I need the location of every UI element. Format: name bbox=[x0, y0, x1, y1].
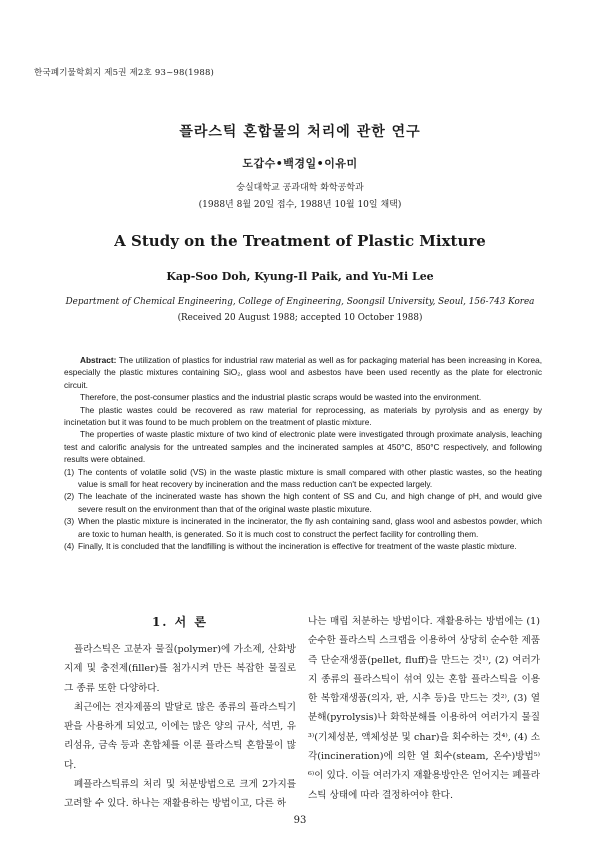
english-dates: (Received 20 August 1988; accepted 10 October 1988) bbox=[177, 313, 423, 323]
result-text: When the plastic mixture is incinerated in the incinerator, the fly ash containing sand, glass wool and asbestos powder, which are toxic to human health, is generated. So it is much cost to construct the perfect facility for controlling them. bbox=[78, 516, 542, 539]
body-column-left bbox=[64, 612, 296, 814]
korean-affiliation: 숭실대학교 공과대학 화학공학과 bbox=[236, 183, 364, 193]
korean-authors: 도갑수•백경일•이유미 bbox=[242, 157, 358, 170]
result-text: The contents of volatile solid (VS) in the waste plastic mixture is small compared with other plastic wastes, so the heating value is small for heat recovery by incineration and the mass reduction can't be expected largely. bbox=[78, 466, 542, 490]
abstract-paragraph: Therefore, the post-consumer plastics and the industrial plastic scraps would be wasted into the environment. bbox=[80, 392, 482, 403]
body-paragraph: 최근에는 전자제품의 발달로 많은 종류의 플라스틱기판을 사용하게 되었고, 이에는 많은 양의 규사, 석면, 유리섬유, 금속 등과 혼합체를 이룬 플라스틱 혼합물이 많다. bbox=[64, 701, 296, 771]
journal-citation: 한국폐기물학회지 제5권 제2호 93~98(1988) bbox=[34, 68, 215, 78]
result-number: (4) bbox=[64, 541, 75, 552]
results-list bbox=[64, 466, 542, 553]
result-number: (3) bbox=[64, 516, 75, 527]
section-heading: 1. 서 론 bbox=[151, 615, 209, 629]
result-number: (1) bbox=[64, 466, 75, 477]
result-item bbox=[64, 490, 542, 515]
english-title: A Study on the Treatment of Plastic Mixture bbox=[114, 232, 486, 250]
abstract bbox=[64, 354, 542, 553]
result-item bbox=[64, 466, 542, 491]
result-item bbox=[64, 540, 542, 552]
english-authors: Kap-Soo Doh, Kyung-Il Paik, and Yu-Mi Lee bbox=[166, 270, 434, 283]
korean-dates: (1988년 8월 20일 접수, 1988년 10월 10일 채택) bbox=[198, 200, 402, 210]
result-text: The leachate of the incinerated waste has shown the high content of SS and Cu, and high change of pH, and would give severe result on the environment than that of the original waste plastic mixuture. bbox=[78, 491, 542, 514]
abstract-paragraph bbox=[64, 354, 542, 391]
result-number: (2) bbox=[64, 491, 75, 502]
body-paragraph: 나는 매립 처분하는 방법이다. 재활용하는 방법에는 (1) 순수한 플라스틱 스크랩을 이용하여 상당히 순수한 제품 즉 단순재생품(pellet, fluff)을 만드는 것¹⁾, (2) 여러가지 종류의 플라스틱이 섞여 있는 혼합 플라스틱을 이용한 복합재생품(의자, 판, 시추 등)을 만드는 것²⁾, (3) 열분해(pyrolysis)나 화학분해를 이용하여 여러가지 물질³⁾(기체성분, 액체성분 및 char)을 회수하는 것⁴⁾, (4) 소각(incineration)에 의한 열 회수(steam, 온수)방법⁵⁾⁶⁾이 있다. 이들 여러가지 재활용방안은 얻어지는 폐플라스틱 상태에 따라 결정하여야 한다. bbox=[308, 616, 540, 801]
body-paragraph: 폐플라스틱류의 처리 및 처분방법으로 크게 2가지를 고려할 수 있다. 하나는 재활용하는 방법이고, 다른 하 bbox=[64, 779, 296, 810]
abstract-paragraph: The properties of waste plastic mixture of two kind of electronic plate were investigated through proximate analysis, leaching test and calorific analysis for the untreated samples and the incinerated samples at 450°C, 850°C respectively, and following results were obtained. bbox=[64, 429, 542, 465]
body-column-right bbox=[308, 612, 540, 805]
korean-title: 플라스틱 혼합물의 처리에 관한 연구 bbox=[179, 124, 421, 140]
abstract-label: Abstract: bbox=[80, 355, 117, 365]
body-paragraph: 플라스틱은 고분자 물질(polymer)에 가소제, 산화방지제 및 충전제(filler)를 첨가시켜 만든 복잡한 물질로 그 종류 또한 다양하다. bbox=[64, 644, 296, 694]
result-item bbox=[64, 515, 542, 540]
page-number: 93 bbox=[293, 815, 307, 826]
english-affiliation: Department of Chemical Engineering, College of Engineering, Soongsil University, Seoul, 156-743 Korea bbox=[65, 297, 535, 307]
abstract-text: The utilization of plastics for industrial raw material as well as for packaging material has been increasing in Korea, especially the plastic mixtures containing SiO₂, glass wool and asbestos have been used recently as the plate for electronic circuit. bbox=[64, 355, 543, 390]
abstract-paragraph: The plastic wastes could be recovered as raw material for reprocessing, as materials by pyrolysis and as energy by incinetation but it was found to be much problem on the treatment of plastic mixture. bbox=[64, 404, 542, 428]
result-text: Finally, It is concluded that the landfilling is without the incineration is effective for treatment of the waste plastic mixture. bbox=[78, 541, 517, 552]
